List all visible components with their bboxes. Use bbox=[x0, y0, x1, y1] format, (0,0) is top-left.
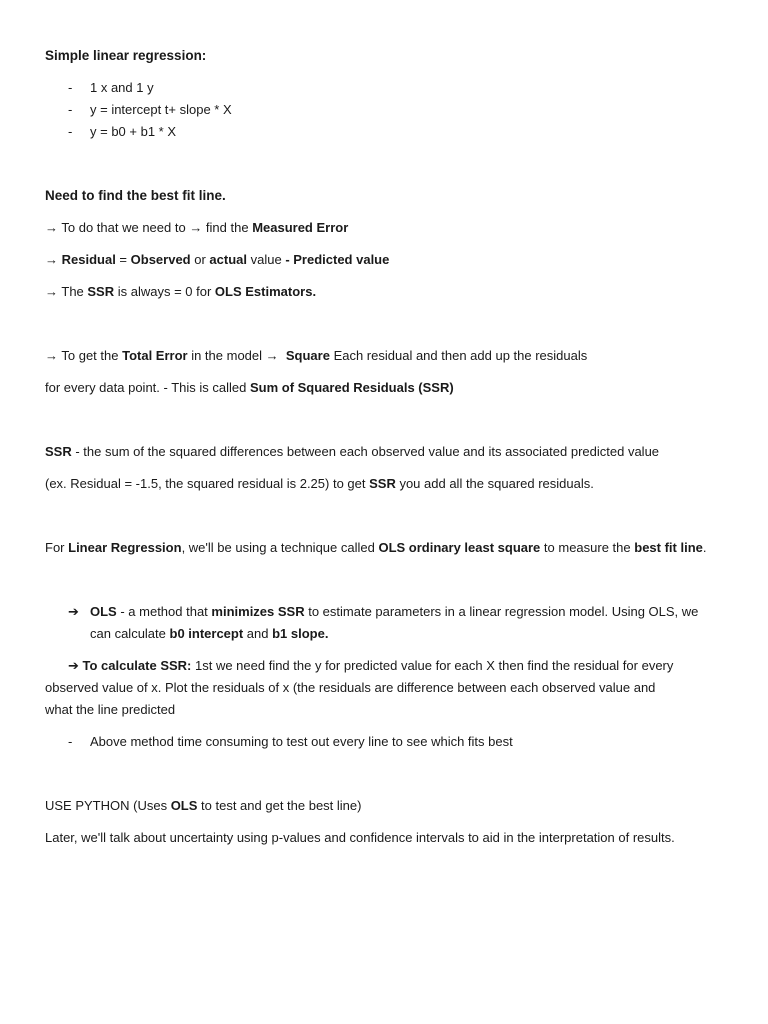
text-run: For bbox=[45, 540, 69, 555]
text-run: (ex. Residual = -1.5, the squared residual is 2.25) to get bbox=[45, 476, 370, 491]
text-line-calculate-ssr-end: what the line predicted bbox=[45, 702, 176, 717]
term-ols-ordinary-least-square: OLS ordinary least square bbox=[378, 540, 541, 555]
section-heading-simple-linear-regression: Simple linear regression: bbox=[45, 48, 207, 63]
text-line-residual-definition bbox=[45, 249, 728, 271]
right-arrow-icon: → bbox=[45, 252, 58, 267]
term-predicted-value: - Predicted value bbox=[285, 252, 390, 267]
term-linear-regression: Linear Regression bbox=[68, 540, 182, 555]
bullet-marker: - bbox=[68, 124, 73, 139]
term-total-error: Total Error bbox=[122, 348, 188, 363]
bold-arrow-icon: ➔ bbox=[68, 604, 79, 619]
text-run: value bbox=[247, 252, 286, 267]
text-line-ssr-ols bbox=[45, 281, 728, 303]
text-run: find the bbox=[202, 220, 253, 235]
list-item: 1 x and 1 y bbox=[90, 80, 154, 95]
term-ssr: SSR bbox=[87, 284, 115, 299]
text-line-ols-parameters bbox=[90, 623, 728, 645]
term-actual: actual bbox=[209, 252, 247, 267]
term-residual: Residual bbox=[61, 252, 116, 267]
text-run: = bbox=[115, 252, 131, 267]
text-run: USE PYTHON (Uses bbox=[45, 798, 171, 813]
section-heading-best-fit-line: Need to find the best fit line. bbox=[45, 188, 226, 203]
text-run: - the sum of the squared differences between each observed value and its associated predicted value bbox=[71, 444, 660, 459]
list-item: y = b0 + b1 * X bbox=[90, 124, 177, 139]
text-run: Each residual and then add up the residuals bbox=[329, 348, 588, 363]
text-run: To get the bbox=[58, 348, 123, 363]
term-best-fit-line: best fit line bbox=[634, 540, 703, 555]
text-run: to measure the bbox=[540, 540, 635, 555]
text-line-ols-method bbox=[90, 601, 728, 623]
text-run: 1st we need find the y for predicted value for each X then find the residual for every bbox=[191, 658, 674, 673]
right-arrow-icon: → bbox=[45, 348, 58, 363]
term-measured-error: Measured Error bbox=[252, 220, 349, 235]
right-arrow-icon: → bbox=[265, 348, 279, 363]
text-run: in the model bbox=[187, 348, 266, 363]
text-line-total-error bbox=[45, 345, 728, 367]
list-item: Above method time consuming to test out every line to see which fits best bbox=[90, 734, 513, 749]
text-run: and bbox=[243, 626, 273, 641]
bold-arrow-icon: ➔ bbox=[68, 658, 79, 673]
text-run: To do that we need to bbox=[58, 220, 190, 235]
text-run: for every data point. - This is called bbox=[45, 380, 250, 395]
term-sum-of-squared-residuals: Sum of Squared Residuals (SSR) bbox=[249, 380, 454, 395]
text-run: or bbox=[190, 252, 210, 267]
text-run: can calculate bbox=[90, 626, 170, 641]
text-line-sum-squared-residuals bbox=[45, 377, 728, 399]
text-line-ssr-definition bbox=[45, 441, 728, 463]
term-b0-intercept: b0 intercept bbox=[169, 626, 244, 641]
term-ssr: SSR bbox=[369, 476, 396, 491]
text-line-uncertainty: Later, we'll talk about uncertainty using p-values and confidence intervals to aid in the interpretation of results. bbox=[45, 830, 675, 845]
term-ols: OLS bbox=[170, 798, 198, 813]
right-arrow-icon: → bbox=[45, 220, 58, 235]
term-ols-estimators: OLS Estimators. bbox=[214, 284, 317, 299]
bullet-marker: - bbox=[68, 734, 73, 749]
text-run: is always = 0 for bbox=[114, 284, 215, 299]
text-line-measured-error bbox=[45, 217, 728, 239]
right-arrow-icon: → bbox=[45, 284, 58, 299]
text-run: - a method that bbox=[116, 604, 212, 619]
text-line-use-python bbox=[45, 795, 728, 817]
term-b1-slope: b1 slope. bbox=[272, 626, 329, 641]
term-minimizes-ssr: minimizes SSR bbox=[211, 604, 305, 619]
text-line-linear-regression-ols bbox=[45, 537, 728, 559]
term-observed: Observed bbox=[130, 252, 191, 267]
text-line-calculate-ssr bbox=[68, 655, 728, 677]
text-line-ssr-example bbox=[45, 473, 728, 495]
term-to-calculate-ssr: To calculate SSR: bbox=[82, 658, 192, 673]
text-run: you add all the squared residuals. bbox=[395, 476, 594, 491]
text-line-calculate-ssr-cont: observed value of x. Plot the residuals of x (the residuals are difference between each observed value and bbox=[45, 680, 656, 695]
term-square: Square bbox=[285, 348, 330, 363]
text-run: , we'll be using a technique called bbox=[181, 540, 379, 555]
term-ols: OLS bbox=[90, 604, 117, 619]
list-item: y = intercept t+ slope * X bbox=[90, 102, 232, 117]
term-ssr: SSR bbox=[45, 444, 72, 459]
text-run: . bbox=[702, 540, 707, 555]
right-arrow-icon: → bbox=[189, 220, 203, 235]
bullet-marker: - bbox=[68, 80, 73, 95]
text-run: The bbox=[58, 284, 88, 299]
bullet-marker: - bbox=[68, 102, 73, 117]
text-run: to test and get the best line) bbox=[197, 798, 362, 813]
text-run: to estimate parameters in a linear regression model. Using OLS, we bbox=[304, 604, 699, 619]
